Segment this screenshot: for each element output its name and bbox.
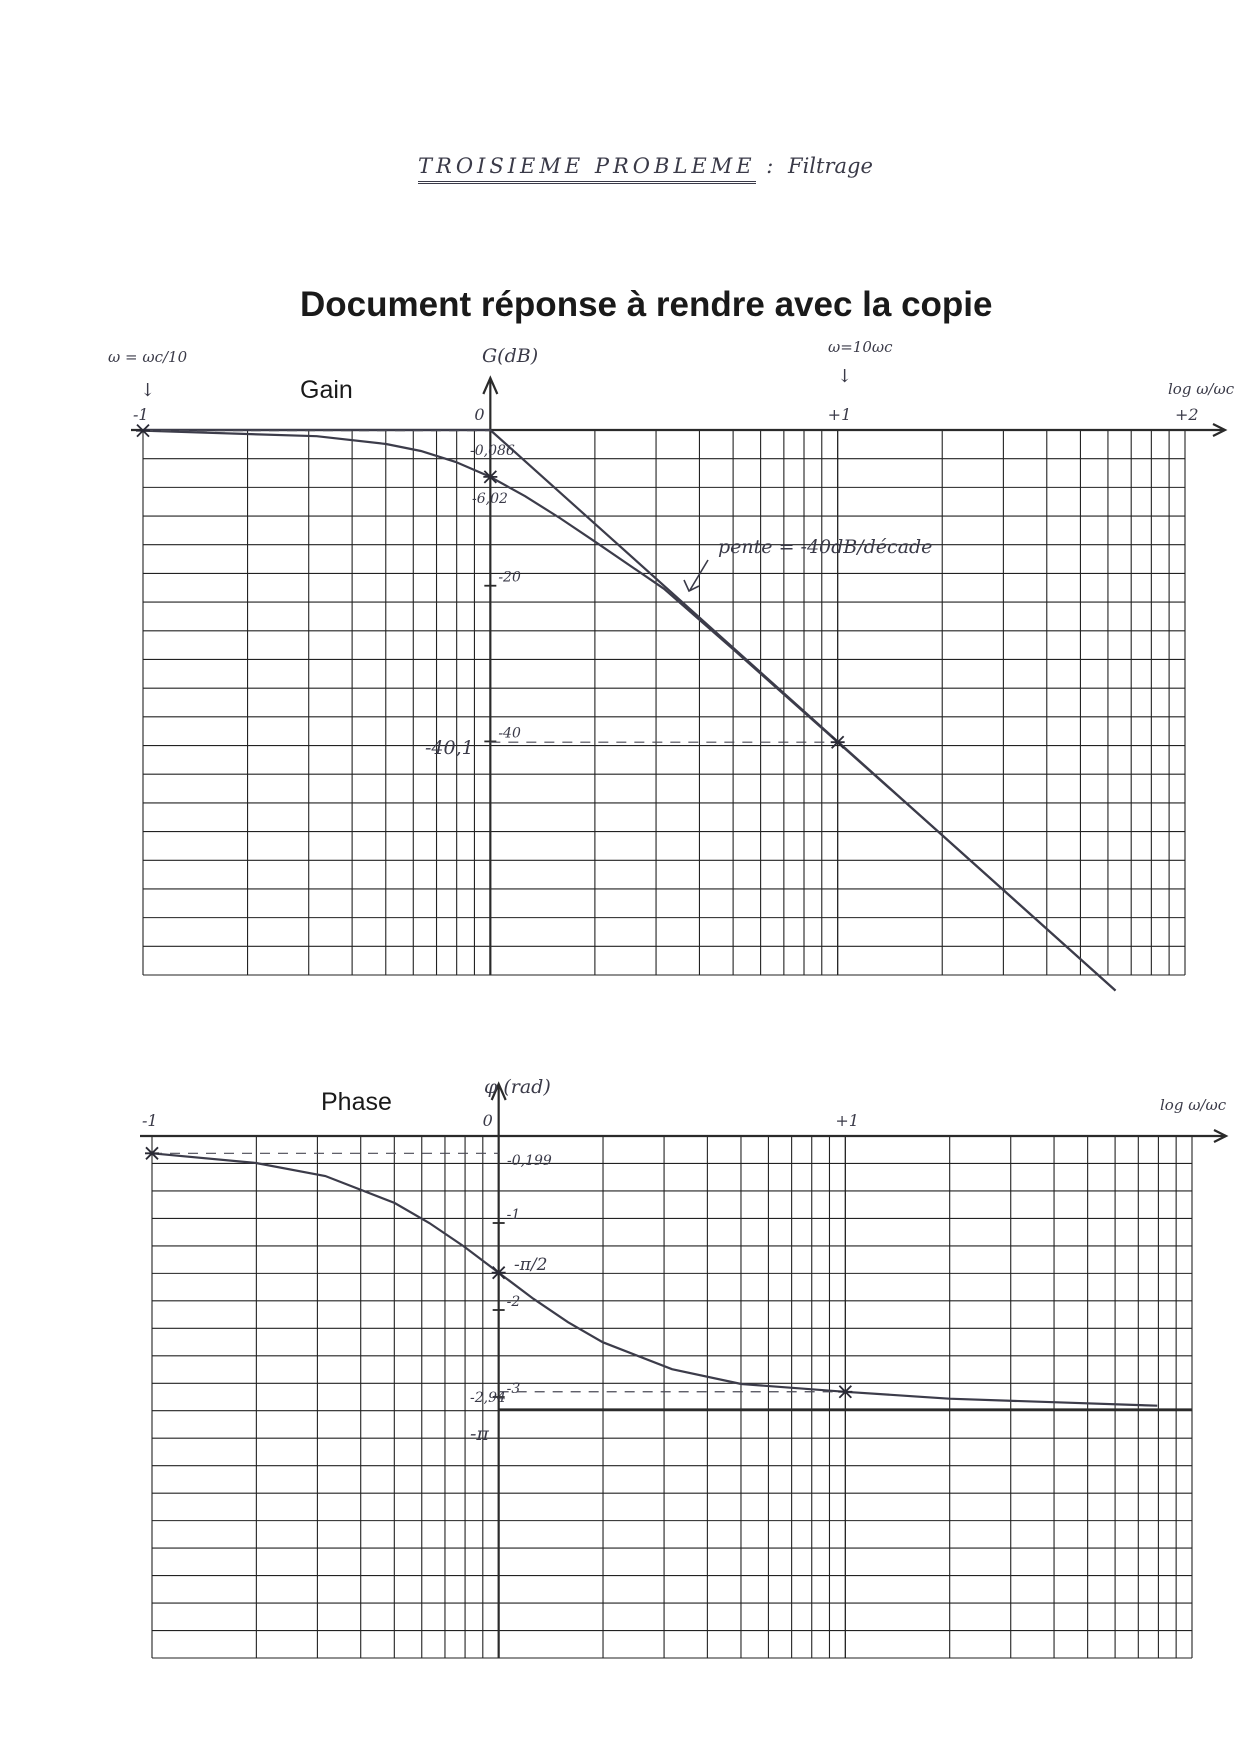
phase-y-tick-label: -3 [506,1381,521,1397]
phase-marks [145,1147,1192,1409]
phase-x-tick-label: -1 [142,1111,158,1130]
problem-topic: Filtrage [788,154,873,178]
gain-x-tick-label: 0 [474,405,485,424]
gain-point-high-label: -40,1 [425,737,474,759]
phase-pi-label: -π [470,1423,489,1445]
phase-x-tick-label: 0 [482,1111,493,1130]
phase-y-tick-label: -2 [506,1294,521,1310]
gain-point-mid-label: -6,02 [472,491,508,507]
gain-omega-low-arrow: ↓ [140,380,156,401]
gain-x-tick-label: -1 [133,405,149,424]
phase-point-low-label: -0,199 [507,1153,552,1169]
phase-point-high-label: -2,94 [470,1390,506,1406]
gain-omega-high-arrow: ↓ [837,366,853,387]
phase-chart-title: Phase [321,1088,392,1116]
document-title: Document réponse à rendre avec la copie [300,285,993,324]
gain-y-axis-label: G(dB) [482,345,539,367]
gain-y-tick-label: -20 [498,569,521,586]
phase-x-axis-label: log ω/ωc [1160,1096,1227,1114]
gain-x-axis-label: log ω/ωc [1168,380,1235,398]
phase-y-axis-label: φ (rad) [484,1076,551,1098]
problem-title-separator: : [766,154,778,178]
phase-x-tick-label: +1 [835,1111,859,1130]
phase-y-tick-label: -1 [506,1207,521,1223]
gain-x-tick-label: +1 [827,405,852,424]
phase-half-pi-label: -π/2 [514,1255,548,1275]
gain-slope-annotation: pente = -40dB/décade [718,536,933,558]
problem-title-text: TROISIEME PROBLEME [418,154,756,184]
gain-omega-high-annotation: ω=10ωc [828,338,893,356]
phase-grid [152,1136,1192,1658]
gain-x-tick-label: +2 [1175,405,1199,424]
gain-chart-title: Gain [300,376,353,404]
gain-point-low-label: -0,086 [470,443,515,459]
gain-y-tick-label: -40 [498,725,521,742]
gain-omega-low-annotation: ω = ωc/10 [108,348,188,366]
